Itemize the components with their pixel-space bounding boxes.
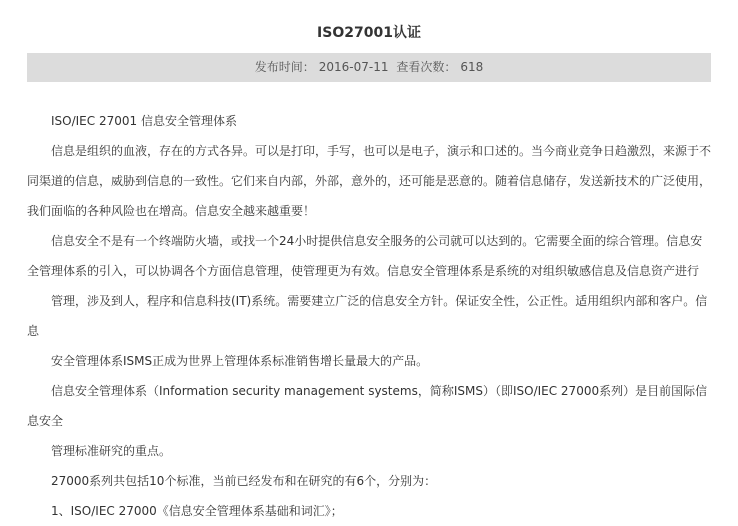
paragraph: 管理标准研究的重点。: [51, 444, 172, 458]
paragraph: 27000系列共包括10个标准，当前已经发布和在研究的有6个，分别为：: [51, 474, 437, 488]
article-body: [27, 106, 713, 526]
published-date: 2016-07-11: [318, 60, 389, 74]
page-title: ISO27001认证: [317, 25, 421, 41]
views-label: 查看次数：: [396, 60, 457, 74]
list-item: 1、ISO/IEC 27000《信息安全管理体系基础和词汇》；: [51, 504, 343, 518]
paragraph: 信息安全不是有一个终端防火墙，或找一个24小时提供信息安全服务的公司就可以达到的。它需要全面的综合管理。信息安全管理体系的引入，可以协调各个方面信息管理，使管理更为有效。信息安全管理体系是系统的对组织敏感信息及信息资产进行: [27, 234, 703, 278]
paragraph: 管理，涉及到人，程序和信息科技(IT)系统。需要建立广泛的信息安全方针。保证安全性，公正性。适用组织内部和客户。信息: [27, 294, 708, 338]
paragraph: 信息安全管理体系（Information security management systems，简称ISMS）（即ISO/IEC 27000系列）是目前国际信息安全: [27, 384, 708, 428]
paragraph-heading: ISO/IEC 27001 信息安全管理体系: [51, 114, 237, 128]
views-count: 618: [460, 60, 484, 74]
paragraph: 信息是组织的血液，存在的方式各异。可以是打印，手写，也可以是电子，演示和口述的。当今商业竞争日趋激烈，来源于不同渠道的信息，威胁到信息的一致性。它们来自内部，外部，意外的，还可能是恶意的。随着信息储存，发送新技术的广泛使用，我们面临的各种风险也在增高。信息安全越来越重要！: [27, 144, 712, 218]
article-meta-bar: [27, 53, 711, 82]
published-label: 发布时间：: [254, 60, 315, 74]
paragraph: 安全管理体系ISMS正成为世界上管理体系标准销售增长量最大的产品。: [51, 354, 429, 368]
